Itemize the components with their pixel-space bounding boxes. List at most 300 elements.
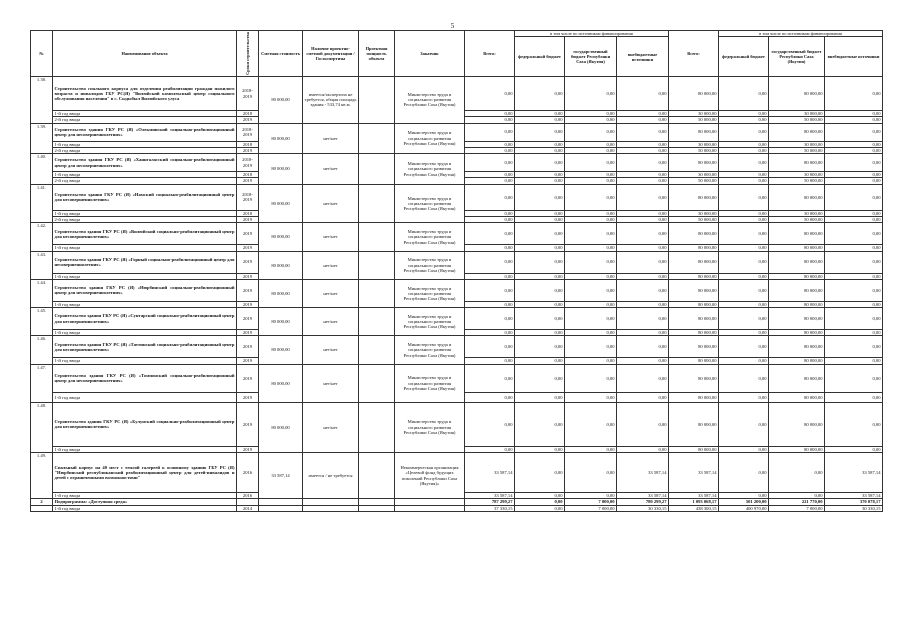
value-offbudget-2: 0,00 (825, 178, 883, 184)
value-federal: 0,00 (515, 402, 565, 446)
value-federal: 0,00 (515, 308, 565, 330)
value-total-2: 80 000,00 (669, 77, 719, 111)
value-federal-2: 400 970,00 (719, 505, 769, 511)
table-body (31, 77, 883, 512)
value-state-2: 80 000,00 (769, 223, 825, 245)
value-state: 7 000,00 (565, 499, 617, 505)
estimated-cost: 80 000,00 (259, 77, 303, 124)
value-federal: 0,00 (515, 223, 565, 245)
value-state: 0,00 (565, 172, 617, 178)
design-documents: нет/нет (303, 184, 359, 223)
object-name: Строительство здания ГКУ РС (Я) «Вилюйский социально-реабилитационный центр для несовершеннолетних» (53, 223, 237, 245)
value-offbudget: 780 299,27 (617, 499, 669, 505)
value-total-2: 80 000,00 (669, 358, 719, 364)
value-offbudget: 0,00 (617, 392, 669, 402)
year-label: 1-й год ввода (53, 210, 237, 216)
value-federal: 0,00 (515, 364, 565, 392)
value-state: 0,00 (565, 273, 617, 279)
value-state-2: 0,00 (769, 453, 825, 493)
value-federal: 0,00 (515, 117, 565, 123)
table-row (31, 223, 883, 245)
value-state: 0,00 (565, 217, 617, 223)
value-state: 7 000,00 (565, 505, 617, 511)
construction-term: 2019 (237, 279, 259, 301)
page-number: 5 (450, 22, 455, 30)
value-offbudget-2: 0,00 (825, 172, 883, 178)
value-state: 0,00 (565, 453, 617, 493)
value-total-2: 50 000,00 (669, 217, 719, 223)
col-cost: Сметная стоимость (259, 31, 303, 77)
row-number: 1.49. (31, 453, 53, 499)
value-offbudget-2: 0,00 (825, 117, 883, 123)
construction-term: 2018-2019 (237, 123, 259, 141)
estimated-cost: 80 000,00 (259, 223, 303, 251)
table-row (31, 402, 883, 446)
value-state-2: 80 000,00 (769, 184, 825, 210)
estimated-cost: 80 000,00 (259, 184, 303, 223)
object-name: Строительство здания ГКУ РС (Я) «Сунтарский социально-реабилитационный центр для несовершеннолетних» (53, 308, 237, 330)
value-total: 0,00 (465, 273, 515, 279)
row-number: 1.47. (31, 364, 53, 402)
row-number: 1.39. (31, 123, 53, 154)
design-documents: нет/нет (303, 279, 359, 307)
construction-term: 2019 (237, 223, 259, 245)
value-total-2: 80 000,00 (669, 251, 719, 273)
construction-term: 2018-2019 (237, 154, 259, 172)
value-federal-2: 0,00 (719, 336, 769, 358)
value-total: 0,00 (465, 364, 515, 392)
value-federal-2: 0,00 (719, 117, 769, 123)
value-federal: 0,00 (515, 505, 565, 511)
value-offbudget-2: 0,00 (825, 330, 883, 336)
value-total: 0,00 (465, 392, 515, 402)
row-number: 1.40. (31, 154, 53, 185)
value-offbudget-2: 0,00 (825, 77, 883, 111)
table-row (31, 154, 883, 172)
row-number: 1.44. (31, 279, 53, 307)
year: 2018 (237, 210, 259, 216)
design-documents: нет/нет (303, 402, 359, 452)
design-documents: нет/нет (303, 251, 359, 279)
value-federal: 0,00 (515, 453, 565, 493)
object-name: Строительство здания ГКУ РС (Я) «Намский социально-реабилитационный центр для несовершеннолетних» (53, 184, 237, 210)
construction-term: 2019 (237, 251, 259, 273)
value-federal: 0,00 (515, 279, 565, 301)
construction-term: 2019 (237, 336, 259, 358)
year: 2019 (237, 330, 259, 336)
value-offbudget-2: 0,00 (825, 123, 883, 141)
table-header (31, 31, 883, 77)
value-total-2: 50 000,00 (669, 117, 719, 123)
design-documents: нет/нет (303, 223, 359, 251)
value-federal: 0,00 (515, 154, 565, 172)
value-total: 0,00 (465, 117, 515, 123)
value-offbudget: 0,00 (617, 301, 669, 307)
row-number: 1.45. (31, 308, 53, 336)
year: 2019 (237, 217, 259, 223)
value-total-2: 80 000,00 (669, 301, 719, 307)
value-federal: 0,00 (515, 251, 565, 273)
value-federal-2: 0,00 (719, 446, 769, 452)
value-state: 0,00 (565, 154, 617, 172)
value-federal-2: 0,00 (719, 273, 769, 279)
value-federal-2: 0,00 (719, 301, 769, 307)
value-total: 0,00 (465, 358, 515, 364)
year: 2018 (237, 111, 259, 117)
table-row (31, 184, 883, 210)
value-federal-2: 0,00 (719, 279, 769, 301)
year-label: 1-й год ввода (53, 505, 237, 511)
value-offbudget-2: 0,00 (825, 336, 883, 358)
value-total: 0,00 (465, 251, 515, 273)
value-total-2: 80 000,00 (669, 330, 719, 336)
value-state-2: 80 000,00 (769, 392, 825, 402)
value-total-2: 80 000,00 (669, 123, 719, 141)
value-offbudget: 0,00 (617, 147, 669, 153)
customer: Некоммерческая организация «Целевой фонд будущих поколений Республики Саха (Якутия)» (395, 453, 465, 499)
design-documents: нет/нет (303, 364, 359, 402)
value-state: 0,00 (565, 178, 617, 184)
value-state: 0,00 (565, 402, 617, 446)
value-federal: 0,00 (515, 446, 565, 452)
object-name: Строительство здания ГКУ РС (Я) «Таттинский социально-реабилитационный центр для несовершеннолетних» (53, 336, 237, 358)
value-state-2: 50 000,00 (769, 147, 825, 153)
value-total-2: 80 000,00 (669, 273, 719, 279)
value-federal: 0,00 (515, 301, 565, 307)
year: 2016 (237, 493, 259, 499)
value-federal-2: 0,00 (719, 210, 769, 216)
value-offbudget-2: 0,00 (825, 154, 883, 172)
customer: Министерство труда и социального развития Республики Саха (Якутия) (395, 251, 465, 279)
value-federal: 0,00 (515, 217, 565, 223)
value-offbudget: 0,00 (617, 279, 669, 301)
value-federal: 0,00 (515, 493, 565, 499)
year: 2019 (237, 117, 259, 123)
year-label: 1-й год ввода (53, 392, 237, 402)
year: 2014 (237, 505, 259, 511)
value-federal-2: 0,00 (719, 453, 769, 493)
value-federal: 0,00 (515, 141, 565, 147)
value-federal-2: 0,00 (719, 172, 769, 178)
year: 2019 (237, 301, 259, 307)
value-total-2: 80 000,00 (669, 223, 719, 245)
value-offbudget-2: 0,00 (825, 141, 883, 147)
customer (395, 505, 465, 511)
design-capacity (359, 336, 395, 364)
value-state-2: 80 000,00 (769, 402, 825, 446)
value-total-2: 30 000,00 (669, 210, 719, 216)
value-offbudget-2: 0,00 (825, 184, 883, 210)
design-capacity (359, 123, 395, 154)
value-federal: 0,00 (515, 178, 565, 184)
col-group-1: в том числе по источникам финансирования (515, 31, 669, 37)
value-total-2: 80 000,00 (669, 402, 719, 446)
value-offbudget: 0,00 (617, 402, 669, 446)
value-state-2: 80 000,00 (769, 273, 825, 279)
col-total-2: Всего: (669, 31, 719, 77)
value-federal: 0,00 (515, 330, 565, 336)
value-federal-2: 0,00 (719, 493, 769, 499)
value-total: 787 299,27 (465, 499, 515, 505)
value-total-2: 80 000,00 (669, 184, 719, 210)
customer: Министерство труда и социального развития Республики Саха (Якутия) (395, 402, 465, 452)
design-documents: нет/нет (303, 154, 359, 185)
value-state: 0,00 (565, 141, 617, 147)
estimated-cost: 80 000,00 (259, 308, 303, 336)
design-capacity (359, 308, 395, 336)
row-number: 1.43. (31, 251, 53, 279)
year: 2018 (237, 172, 259, 178)
table-row (31, 77, 883, 111)
value-total-2: 30 000,00 (669, 141, 719, 147)
value-offbudget: 0,00 (617, 217, 669, 223)
year-label: 1-й год ввода (53, 111, 237, 117)
value-total: 0,00 (465, 301, 515, 307)
value-total-2: 80 000,00 (669, 336, 719, 358)
year-label: 1-й год ввода (53, 493, 237, 499)
object-name: Строительство спального корпуса для отделения реабилитации граждан пожилого возраста и инвалидов ГБУ РС(Я) "Вилюйский комплексный центр социального обслуживания населения" в с. Сыдыбыл Вилюйского улуса (53, 77, 237, 111)
value-total-2: 80 000,00 (669, 154, 719, 172)
value-total: 0,00 (465, 178, 515, 184)
value-total: 0,00 (465, 123, 515, 141)
value-federal-2: 0,00 (719, 141, 769, 147)
value-state: 0,00 (565, 117, 617, 123)
year-label: 1-й год ввода (53, 330, 237, 336)
col-state-2: государственный бюджет Республики Саха (Якутия) (769, 37, 825, 77)
col-group-2: в том числе по источникам финансирования (719, 31, 883, 37)
construction-term: 2019 (237, 308, 259, 330)
value-offbudget: 0,00 (617, 154, 669, 172)
value-state-2: 0,00 (769, 493, 825, 499)
customer: Министерство труда и социального развития Республики Саха (Якутия) (395, 279, 465, 307)
value-total: 33 587,14 (465, 493, 515, 499)
value-total: 0,00 (465, 308, 515, 330)
object-name: Строительство здания ГКУ РС (Я) «Олекминский социально-реабилитационный центр для несовершеннолетних» (53, 123, 237, 141)
value-state-2: 80 000,00 (769, 358, 825, 364)
value-offbudget-2: 0,00 (825, 111, 883, 117)
value-offbudget: 0,00 (617, 251, 669, 273)
financing-table (30, 30, 883, 512)
customer: Министерство труда и социального развития Республики Саха (Якутия) (395, 364, 465, 402)
customer: Министерство труда и социального развития Республики Саха (Якутия) (395, 184, 465, 223)
value-state: 0,00 (565, 301, 617, 307)
table-subrow (31, 505, 883, 511)
value-offbudget: 0,00 (617, 273, 669, 279)
value-total-2: 50 000,00 (669, 147, 719, 153)
estimated-cost: 80 000,00 (259, 251, 303, 279)
value-offbudget: 0,00 (617, 308, 669, 330)
col-customer: Заказчик (395, 31, 465, 77)
value-state-2: 80 000,00 (769, 154, 825, 172)
construction-term: 2016 (237, 453, 259, 493)
value-total: 0,00 (465, 279, 515, 301)
value-offbudget: 0,00 (617, 210, 669, 216)
value-federal: 0,00 (515, 77, 565, 111)
table-row (31, 251, 883, 273)
value-state: 0,00 (565, 123, 617, 141)
row-number: 1.48. (31, 402, 53, 452)
value-federal-2: 0,00 (719, 123, 769, 141)
value-state-2: 7 000,00 (769, 505, 825, 511)
value-total-2: 80 000,00 (669, 245, 719, 251)
year-label: 1-й год ввода (53, 172, 237, 178)
construction-term: 2018-2019 (237, 77, 259, 111)
design-capacity (359, 402, 395, 452)
value-federal: 0,00 (515, 210, 565, 216)
year-label: 1-й год ввода (53, 301, 237, 307)
design-capacity (359, 279, 395, 307)
value-total-2: 80 000,00 (669, 364, 719, 392)
object-name: Строительство здания ГКУ РС (Я) «Горный социально-реабилитационный центр для несовершеннолетних» (53, 251, 237, 273)
value-total: 0,00 (465, 77, 515, 111)
row-number (31, 505, 53, 511)
value-state-2: 80 000,00 (769, 123, 825, 141)
value-offbudget: 33 587,14 (617, 453, 669, 493)
value-total-2: 80 000,00 (669, 308, 719, 330)
value-offbudget-2: 30 330,15 (825, 505, 883, 511)
year: 2019 (237, 446, 259, 452)
value-offbudget: 0,00 (617, 111, 669, 117)
value-federal: 0,00 (515, 273, 565, 279)
value-federal-2: 0,00 (719, 402, 769, 446)
design-capacity (359, 364, 395, 402)
value-offbudget: 33 587,14 (617, 493, 669, 499)
value-offbudget: 0,00 (617, 184, 669, 210)
year-label: 1-й год ввода (53, 245, 237, 251)
year: 2019 (237, 178, 259, 184)
value-state-2: 50 000,00 (769, 178, 825, 184)
object-name: Спальный корпус на 40 мест с теплой галереей к основному зданию ГБУ РС (Я) "Нюрбинский республиканский реабилитационный центр для детей-инвалидов и детей с ограниченными возможностями" (53, 453, 237, 493)
value-offbudget: 0,00 (617, 141, 669, 147)
table-row (31, 308, 883, 330)
value-total-2: 80 000,00 (669, 392, 719, 402)
value-state: 0,00 (565, 77, 617, 111)
value-state: 0,00 (565, 223, 617, 245)
value-offbudget-2: 0,00 (825, 301, 883, 307)
value-state-2: 30 000,00 (769, 210, 825, 216)
value-offbudget-2: 0,00 (825, 210, 883, 216)
construction-term: 2019 (237, 402, 259, 446)
value-state: 0,00 (565, 336, 617, 358)
value-total-2: 438 300,15 (669, 505, 719, 511)
value-total-2: 33 587,14 (669, 493, 719, 499)
value-state: 0,00 (565, 358, 617, 364)
customer: Министерство труда и социального развития Республики Саха (Якутия) (395, 123, 465, 154)
value-total: 0,00 (465, 217, 515, 223)
year-label: 1-й год ввода (53, 273, 237, 279)
year-label: 2-й год ввода (53, 147, 237, 153)
value-offbudget: 0,00 (617, 330, 669, 336)
value-state: 0,00 (565, 210, 617, 216)
value-federal-2: 0,00 (719, 154, 769, 172)
value-federal: 0,00 (515, 499, 565, 505)
object-name: Строительство здания ГКУ РС (Я) «Булунский социально-реабилитационный центр для несовершеннолетних» (53, 402, 237, 446)
value-federal-2: 0,00 (719, 223, 769, 245)
table-row (31, 279, 883, 301)
customer: Министерство труда и социального развития Республики Саха (Якутия) (395, 336, 465, 364)
value-offbudget-2: 370 078,17 (825, 499, 883, 505)
value-federal-2: 0,00 (719, 251, 769, 273)
object-name: Строительство здания ГКУ РС (Я) «Томпонский социально-реабилитационный центр для несовершеннолетних» (53, 364, 237, 392)
value-federal: 0,00 (515, 392, 565, 402)
value-offbudget: 0,00 (617, 223, 669, 245)
value-total: 0,00 (465, 402, 515, 446)
design-documents: имеется / не требуется (303, 453, 359, 499)
col-name: Наименование объекта (53, 31, 237, 77)
value-state: 0,00 (565, 184, 617, 210)
estimated-cost: 80 000,00 (259, 279, 303, 307)
value-federal-2: 0,00 (719, 111, 769, 117)
value-federal: 0,00 (515, 111, 565, 117)
value-federal-2: 0,00 (719, 178, 769, 184)
value-offbudget: 0,00 (617, 446, 669, 452)
value-total-2: 50 000,00 (669, 178, 719, 184)
value-state-2: 80 000,00 (769, 301, 825, 307)
value-total-2: 1 093 068,17 (669, 499, 719, 505)
value-federal: 0,00 (515, 123, 565, 141)
design-capacity (359, 505, 395, 511)
value-state: 0,00 (565, 245, 617, 251)
year-label: 2-й год ввода (53, 178, 237, 184)
value-total: 0,00 (465, 184, 515, 210)
value-federal-2: 0,00 (719, 330, 769, 336)
value-offbudget-2: 0,00 (825, 217, 883, 223)
value-total-2: 33 587,14 (669, 453, 719, 493)
design-documents: имеется/экспертиза не требуется, общая площадь здания - 533,74 кв.м. (303, 77, 359, 124)
value-total: 0,00 (465, 245, 515, 251)
value-state: 0,00 (565, 446, 617, 452)
value-offbudget-2: 0,00 (825, 392, 883, 402)
value-state-2: 50 000,00 (769, 117, 825, 123)
year-label: 1-й год ввода (53, 446, 237, 452)
design-documents: нет/нет (303, 308, 359, 336)
year: 2019 (237, 273, 259, 279)
customer: Министерство труда и социального развития Республики Саха (Якутия) (395, 223, 465, 251)
value-total: 0,00 (465, 111, 515, 117)
value-offbudget: 0,00 (617, 364, 669, 392)
value-offbudget-2: 0,00 (825, 223, 883, 245)
value-state-2: 80 000,00 (769, 308, 825, 330)
value-state-2: 80 000,00 (769, 446, 825, 452)
construction-term: 2018-2019 (237, 184, 259, 210)
value-state-2: 80 000,00 (769, 336, 825, 358)
value-federal: 0,00 (515, 336, 565, 358)
value-offbudget-2: 0,00 (825, 251, 883, 273)
value-offbudget-2: 0,00 (825, 245, 883, 251)
value-offbudget: 0,00 (617, 123, 669, 141)
value-total: 0,00 (465, 336, 515, 358)
col-offbudget-2: внебюджетные источники (825, 37, 883, 77)
value-offbudget: 0,00 (617, 178, 669, 184)
object-name: Строительство здания ГКУ РС (Я) «Ханнгаласский социально-реабилитационный центр для несовершеннолетних» (53, 154, 237, 172)
estimated-cost: 80 000,00 (259, 123, 303, 154)
design-capacity (359, 154, 395, 185)
value-federal-2: 0,00 (719, 77, 769, 111)
row-number: 1.38. (31, 77, 53, 124)
value-federal-2: 0,00 (719, 245, 769, 251)
value-total: 0,00 (465, 141, 515, 147)
estimated-cost: 80 000,00 (259, 402, 303, 452)
value-offbudget-2: 33 587,14 (825, 493, 883, 499)
value-total: 37 330,15 (465, 505, 515, 511)
row-number: 2 (31, 499, 53, 505)
value-total: 0,00 (465, 446, 515, 452)
customer: Министерство труда и социального развития Республики Саха (Якутия) (395, 77, 465, 124)
row-number: 1.42. (31, 223, 53, 251)
design-capacity (359, 251, 395, 279)
year-label: 1-й год ввода (53, 358, 237, 364)
value-federal: 0,00 (515, 147, 565, 153)
